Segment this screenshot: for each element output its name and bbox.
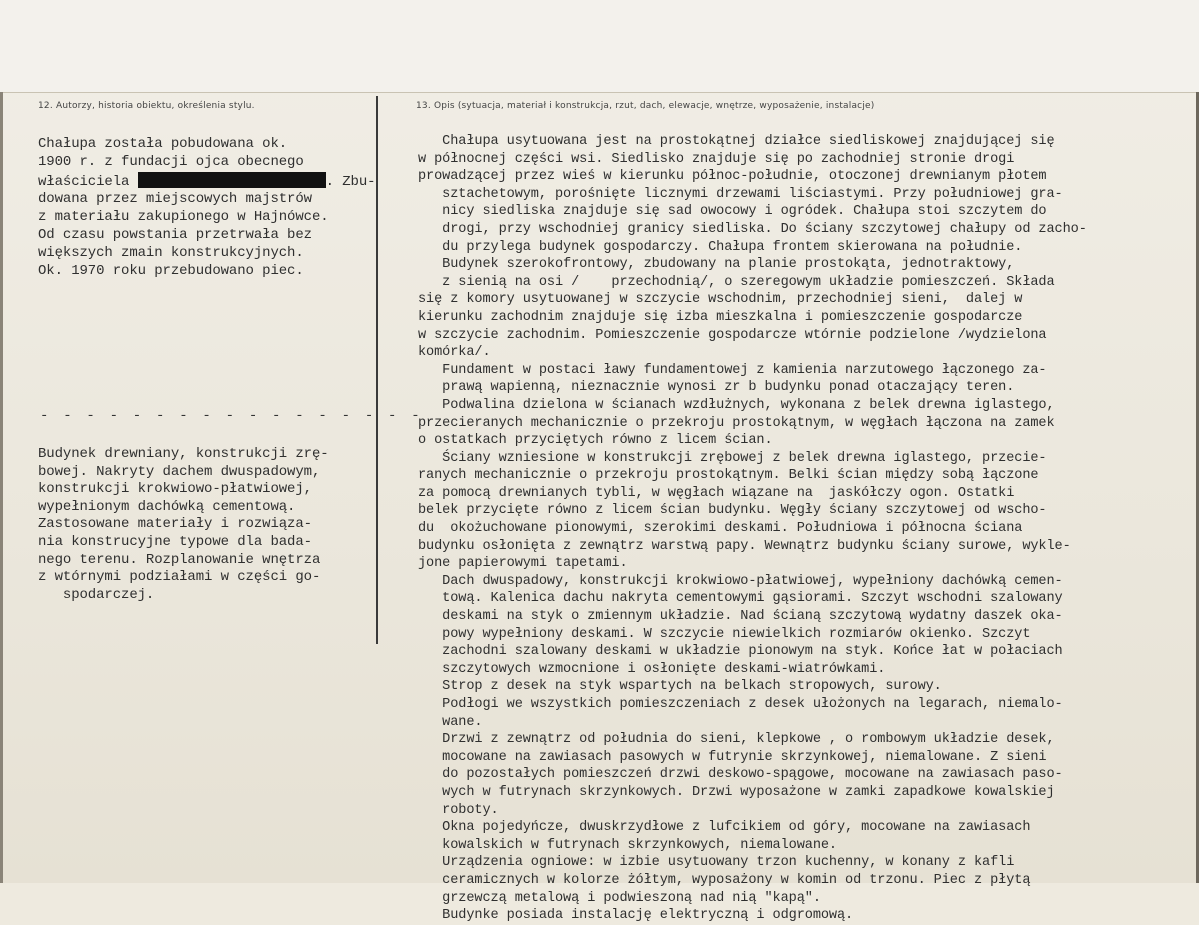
history-line-3-start: właściciela	[38, 173, 138, 190]
column-divider	[376, 96, 378, 644]
history-text	[38, 136, 375, 280]
redaction-bar	[138, 172, 326, 188]
section-12-header: 12. Autorzy, historia obiektu, określenia stylu.	[38, 101, 255, 111]
style-text: Budynek drewniany, konstrukcji zrę- bowej. Nakryty dachem dwuspadowym, konstrukcji krokwiowo-płatwiowej, wypełnionym dachówką cementową. Zastosowane materiały i rozwiąza- nia konstrucyjne typowe dla bada- nego terenu. Rozplanowanie wnętrza z wtórnymi podziałami w części go- spodarczej.	[38, 446, 329, 603]
description-text: Chałupa usytuowana jest na prostokątnej działce siedliskowej znajdującej się w północnej części wsi. Siedlisko znajduje się po zachodniej stronie drogi prowadzącej przez wieś w kierunku północ-południe, otoczonej drewnianym płotem sztachetowym, porośnięte licznymi drzewami liściastymi. Przy południowej gra- nicy siedliska znajduje się sad owocowy i ogródek. Chałupa stoi szczytem do drogi, przy wschodniej granicy siedliska. Do ściany szczytowej chałupy od zacho- du przylega budynek gospodarczy. Chałupa frontem skierowana na południe. Budynek szerokofrontowy, zbudowany na planie prostokąta, jednotraktowy, z sienią na osi / przechodnią/, o szeregowym układzie pomieszczeń. Składa się z komory usytuowanej w szczycie wschodnim, przechodniej sieni, dalej w kierunku zachodnim znajduje się izba mieszkalna i pomieszczenie gospodarcze w szczycie zachodnim. Pomieszczenie gospodarcze wtórnie podzielone /wydzielona komórka/. Fundament w postaci ławy fundamentowej z kamienia narzutowego łączonego za- prawą wapienną, nieznacznie wynosi zr b budynku ponad otaczający teren. Podwalina dzielona w ścianach wzdłużnych, wykonana z belek drewna iglastego, przecieranych mechanicznie o przekroju prostokątnym, w węgłach łączona na zamek o ostatkach przyciętych równo z licem ścian. Ściany wzniesione w konstrukcji zrębowej z belek drewna iglastego, przecie- ranych mechanicznie o przekroju prostokątnym. Belki ścian między sobą łączone za pomocą drewnianych tybli, w węgłach wiązane na jaskółczy ogon. Ostatki belek przycięte równo z licem ścian budynku. Węgły ściany szczytowej od wscho- du okożuchowane pionowymi, szerokimi deskami. Południowa i północna ściana budynku osłonięta z zewnątrz warstwą papy. Wewnątrz budynku ściany surowe, wykle- jone papierowymi tapetami. Dach dwuspadowy, konstrukcji krokwiowo-płatwiowej, wypełniony dachówką cemen- tową. Kalenica dachu nakryta cementowymi gąsiorami. Szczyt wschodni szalowany deskami na styk o zmiennym układzie. Nad ścianą szczytową wydatny daszek oka- powy wypełniony deskami. W szczycie niewielkich rozmiarów okienko. Szczyt zachodni szalowany deskami w układzie pionowym na styk. Końce łat w połaciach szczytowych wzmocnione i osłonięte deskami-wiatrówkami. Strop z desek na styk wspartych na belkach stropowych, surowy. Podłogi we wszystkich pomieszczeniach z desek ułożonych na legarach, niemalo- wane. Drzwi z zewnątrz od południa do sieni, klepkowe , o rombowym układzie desek, mocowane na zawiasach pasowych w futrynie skrzynkowej, niemalowane. Z sieni do pozostałych pomieszczeń drzwi deskowo-spągowe, mocowane na zawiasach paso- wych w futrynach skrzynkowych. Drzwi wyposażone w zamki zapadkowe kowalskiej roboty. Okna pojedyńcze, dwuskrzydłowe z lufcikiem od góry, mocowane na zawiasach kowalskich w futrynach skrzynkowych, niemalowane. Urządzenia ogniowe: w izbie usytuowany trzon kuchenny, w konany z kafli ceramicznych w kolorze żółtym, wyposażony w komin od trzonu. Piec z płytą grzewczą metalową i podwieszoną nad nią "kapą". Budynke posiada instalację elektryczną i odgromową.	[418, 134, 1087, 924]
top-rule	[0, 92, 1199, 93]
history-line-1: Chałupa została pobudowana ok.	[38, 136, 288, 152]
top-margin	[0, 0, 1199, 92]
section-separator: - - - - - - - - - - - - - - - - -	[40, 408, 423, 424]
left-page-edge	[0, 92, 3, 883]
history-rest: dowana przez miejscowych majstrów z materiału zakupionego w Hajnówce. Od czasu powstania przetrwała bez większych zmain konstrukcyjnych. Ok. 1970 roku przebudowano piec.	[38, 191, 329, 279]
history-line-2: 1900 r. z fundacji ojca obecnego	[38, 153, 304, 170]
history-line-3-end: . Zbu-	[325, 173, 376, 190]
section-13-header: 13. Opis (sytuacja, materiał i konstrukcja, rzut, dach, elewacje, wnętrze, wyposażenie, instalacje)	[416, 101, 875, 111]
